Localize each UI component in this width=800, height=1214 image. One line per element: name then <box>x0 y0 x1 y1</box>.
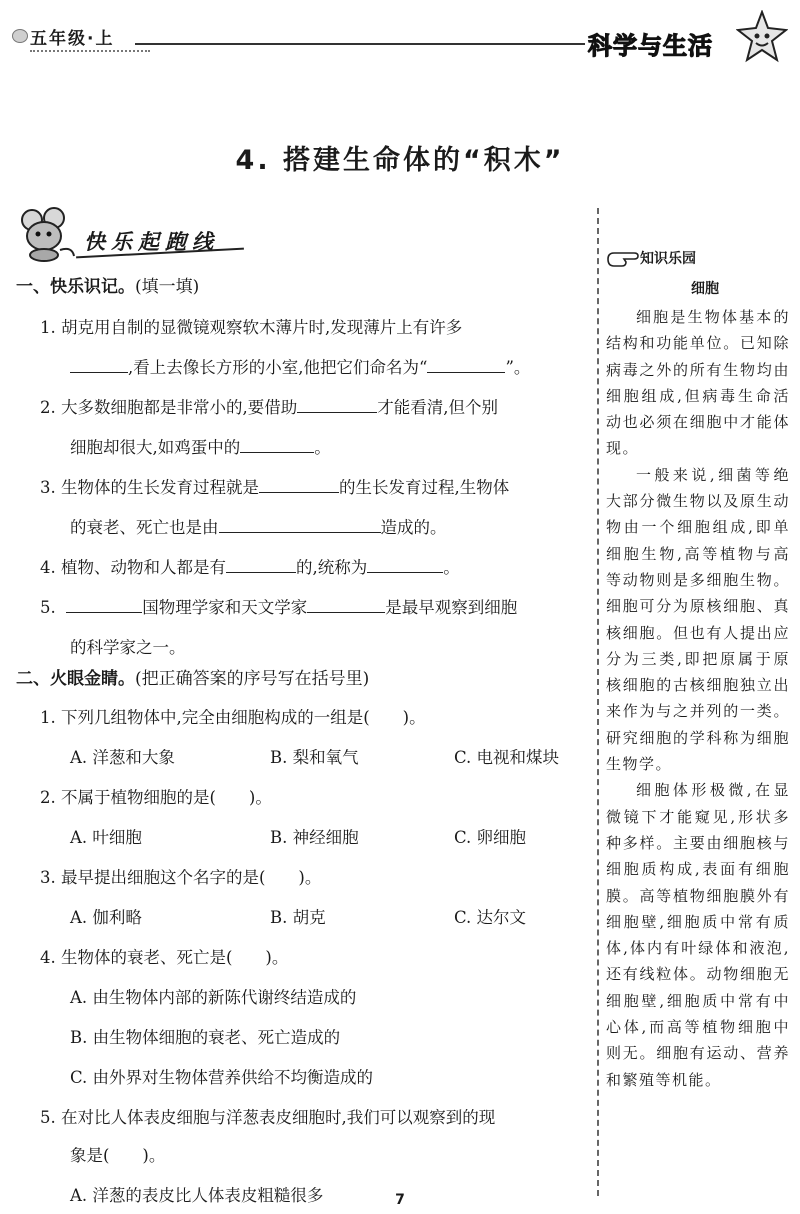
section-banner: 快乐起跑线 <box>84 230 219 254</box>
s2-q4-option-c[interactable]: C. 由外界对生物体营养供给不均衡造成的 <box>70 1068 374 1087</box>
section1-note: (填一填) <box>135 277 200 297</box>
answer-blank[interactable] <box>219 517 381 533</box>
page-header <box>0 0 800 80</box>
s2-q3-number: 3. <box>40 868 56 887</box>
s1-q1-line2 <box>70 354 530 378</box>
s1-q1-line1 <box>40 314 462 338</box>
s1-q2-line2 <box>70 434 331 458</box>
sidebar-heading: 知识乐园 <box>640 251 696 267</box>
s1-q4-text-a: 植物、动物和人都是有 <box>61 558 226 577</box>
s1-q3-text-d: 造成的。 <box>380 518 447 537</box>
s1-q1-text-c: ”。 <box>505 358 531 377</box>
s2-q4-option-b[interactable]: B. 由生物体细胞的衰老、死亡造成的 <box>70 1028 341 1047</box>
s1-q5-number: 5. <box>40 598 56 617</box>
s1-q5-text-a: 国物理学家和天文学家 <box>142 598 308 617</box>
s1-q4-line <box>40 554 460 578</box>
s2-q3-option-c[interactable]: C. 达尔文 <box>454 908 527 927</box>
s2-q2-option-b[interactable]: B. 神经细胞 <box>270 828 359 847</box>
grade-icon <box>12 29 28 43</box>
s1-q4-text-b: 的,统称为 <box>296 558 368 577</box>
s2-q2-stem <box>40 784 272 808</box>
s1-q3-text-b: 的生长发育过程,生物体 <box>339 478 510 497</box>
s2-q5-stem-line1 <box>40 1104 495 1128</box>
s1-q2-number: 2. <box>40 398 56 417</box>
sidebar-paragraph-1: 细胞是生物体基本的结构和功能单位。已知除病毒之外的所有生物均由细胞组成,但病毒生命活动也必须在细胞中才能体现。 <box>606 308 790 458</box>
s2-q4-option-a[interactable]: A. 由生物体内部的新陈代谢终结造成的 <box>70 988 357 1007</box>
s1-q2-text-d: 。 <box>314 438 331 457</box>
s2-q5-text-1: 在对比人体表皮细胞与洋葱表皮细胞时,我们可以观察到的现 <box>61 1108 496 1127</box>
page-number: 7 <box>395 1192 405 1208</box>
s1-q5-text-b: 是最早观察到细胞 <box>385 598 518 617</box>
s2-q1-stem <box>40 704 426 728</box>
lesson-title: 4. 搭建生命体的“积木” <box>235 145 565 176</box>
answer-blank[interactable] <box>70 357 128 373</box>
sidebar-heading-row <box>606 244 790 274</box>
s1-q3-text-c: 的衰老、死亡也是由 <box>70 518 219 537</box>
s1-q5-line1 <box>40 594 517 618</box>
s1-q4-number: 4. <box>40 558 56 577</box>
s2-q5-stem-line2: 象是( )。 <box>70 1146 166 1165</box>
mouse-mascot-icon <box>14 206 78 262</box>
section2-note: (把正确答案的序号写在括号里) <box>135 669 370 689</box>
s2-q4-number: 4. <box>40 948 56 967</box>
s2-q4-text: 生物体的衰老、死亡是( )。 <box>61 948 289 967</box>
s2-q1-option-b[interactable]: B. 梨和氧气 <box>270 748 359 767</box>
sidebar-paragraph-3: 细胞体形极微,在显微镜下才能窥见,形状多种多样。主要由细胞核与细胞质构成,表面有细胞膜。高等植物细胞膜外有细胞壁,细胞质中常有质体,体内有叶绿体和液泡,还有线粒体。动物细胞无细胞壁,细胞质中常有中心体,而高等植物细胞中则无。细胞有运动、营养和繁殖等机能。 <box>606 781 790 1089</box>
s2-q5-option-a[interactable]: A. 洋葱的表皮比人体表皮粗糙很多 <box>70 1186 324 1205</box>
s2-q2-option-a[interactable]: A. 叶细胞 <box>70 828 142 847</box>
s2-q1-number: 1. <box>40 708 56 727</box>
s2-q3-option-a[interactable]: A. 伽利略 <box>70 908 142 927</box>
section2-title: 二、火眼金睛。 <box>16 669 135 689</box>
s1-q2-text-c: 细胞却很大,如鸡蛋中的 <box>70 438 241 457</box>
s2-q2-text: 不属于植物细胞的是( )。 <box>61 788 272 807</box>
answer-blank[interactable] <box>427 357 505 373</box>
s2-q2-option-c[interactable]: C. 卵细胞 <box>454 828 527 847</box>
s2-q3-option-b[interactable]: B. 胡克 <box>270 908 326 927</box>
s2-q4-stem <box>40 944 288 968</box>
s2-q1-text: 下列几组物体中,完全由细胞构成的一组是( )。 <box>61 708 426 727</box>
s1-q1-text-a: 胡克用自制的显微镜观察软木薄片时,发现薄片上有许多 <box>61 318 463 337</box>
header-rule <box>135 43 585 45</box>
s2-q2-number: 2. <box>40 788 56 807</box>
s2-q1-option-a[interactable]: A. 洋葱和大象 <box>70 748 175 767</box>
s1-q3-number: 3. <box>40 478 56 497</box>
answer-blank[interactable] <box>297 397 377 413</box>
grade-label: 五年级·上 <box>30 29 115 49</box>
answer-blank[interactable] <box>367 557 443 573</box>
s2-q1-option-c[interactable]: C. 电视和煤块 <box>454 748 560 767</box>
s2-q5-number: 5. <box>40 1108 56 1127</box>
section1-heading <box>16 272 199 297</box>
s1-q5-line2 <box>70 634 186 658</box>
section2-heading <box>16 664 369 689</box>
sidebar-paragraph-2: 一般来说,细菌等绝大部分微生物以及原生动物由一个细胞组成,即单细胞生物,高等植物与高等动物则是多细胞生物。细胞可分为原核细胞、真核细胞。但也有人提出应分为三类,即把原属于原核细胞的古核细胞独立出来作为与之并列的一类。研究细胞的学科称为细胞生物学。 <box>606 465 790 774</box>
star-mascot-icon <box>736 10 788 66</box>
s2-q3-text: 最早提出细胞这个名字的是( )。 <box>61 868 322 887</box>
column-divider <box>597 208 599 1196</box>
sidebar-subtitle: 细胞 <box>691 281 719 297</box>
s1-q1-text-b: ,看上去像长方形的小室,他把它们命名为“ <box>128 358 428 377</box>
answer-blank[interactable] <box>240 437 314 453</box>
s1-q3-text-a: 生物体的生长发育过程就是 <box>61 478 259 497</box>
s1-q2-text-b: 才能看清,但个别 <box>377 398 498 417</box>
answer-blank[interactable] <box>307 597 385 613</box>
s1-q2-line1 <box>40 394 498 418</box>
s1-q1-number: 1. <box>40 318 56 337</box>
knowledge-sidebar <box>606 244 790 1093</box>
s1-q4-text-c: 。 <box>443 558 460 577</box>
answer-blank[interactable] <box>259 477 339 493</box>
section1-title: 一、快乐识记。 <box>16 277 135 297</box>
answer-blank[interactable] <box>66 597 142 613</box>
header-dotted-rule <box>30 50 150 52</box>
answer-blank[interactable] <box>226 557 296 573</box>
s1-q2-text-a: 大多数细胞都是非常小的,要借助 <box>61 398 298 417</box>
pointing-hand-icon <box>606 249 640 269</box>
s2-q3-stem <box>40 864 321 888</box>
series-title: 科学与生活 <box>588 32 713 60</box>
s1-q3-line1 <box>40 474 509 498</box>
s1-q5-text-c: 的科学家之一。 <box>70 638 186 657</box>
s1-q3-line2 <box>70 514 447 538</box>
